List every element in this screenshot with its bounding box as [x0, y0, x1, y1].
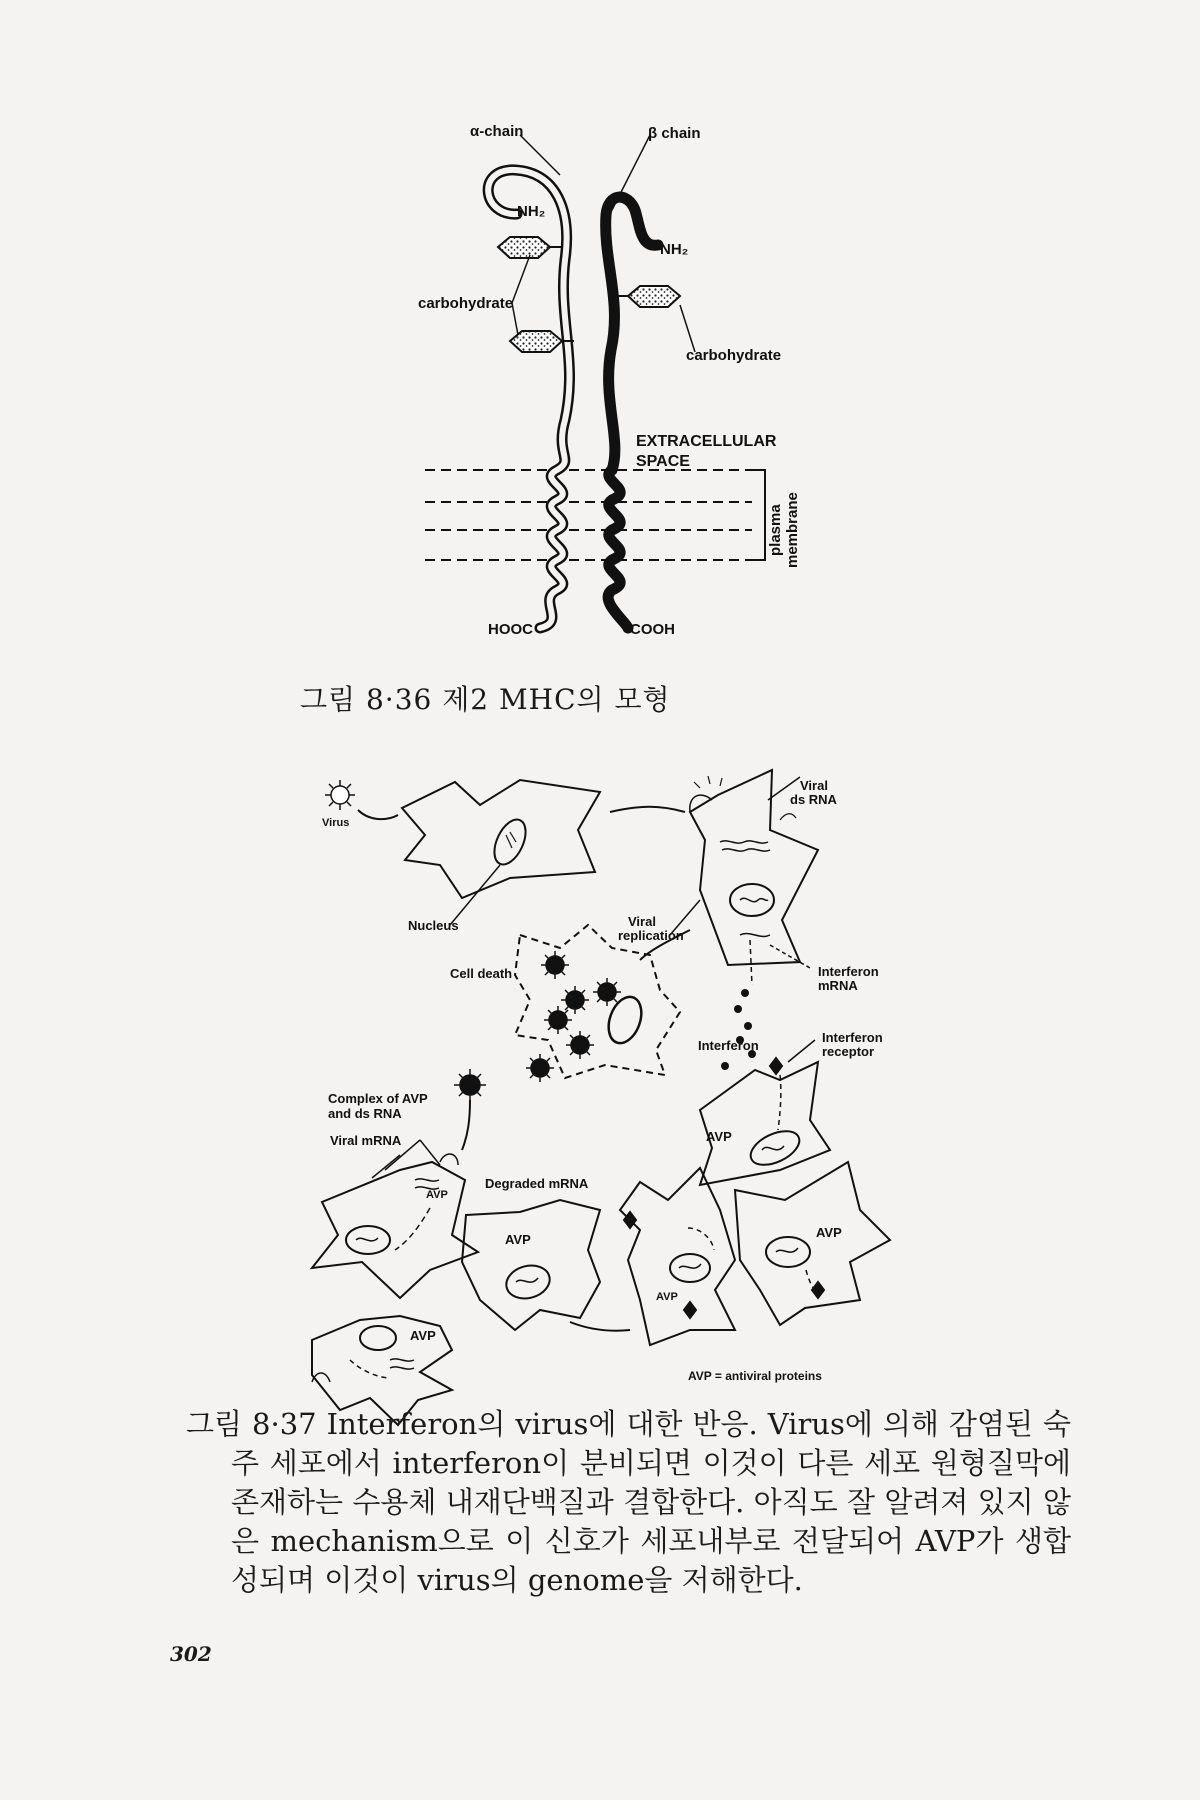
carbohydrate-left-label: carbohydrate	[418, 295, 514, 312]
cooh-label: COOH	[630, 621, 675, 638]
extracellular-label: EXTRACELLULAR	[636, 433, 777, 450]
viral-label: Viral	[800, 778, 828, 793]
complex-label-1: Complex of AVP	[328, 1091, 428, 1106]
beta-chain-label: β chain	[648, 125, 701, 142]
figure-8-37-caption: 그림 8·37 Interferon의 virus에 대한 반응. Virus에 의해 감염된 숙주 세포에서 interferon이 분비되면 이것이 다른 세포 원형질막에 존재하는 수용체 내재단백질과 결합한다. 아직도 잘 알려져 있지 않은 mechanism으로 이 신호가 세포내부로 전달되어 AVP가 생합성되며 이것이 virus의 genome을 저해한다.	[186, 1407, 1071, 1597]
virus-arrow-2	[462, 1100, 470, 1150]
beta-chain	[606, 197, 658, 628]
interferon-mrna-label-2: mRNA	[818, 978, 858, 993]
virus-particle	[325, 780, 355, 810]
cell-death-label: Cell death	[450, 966, 513, 981]
viral-mrna-label: Viral mRNA	[330, 1133, 402, 1148]
avp-label-e: AVP	[656, 1291, 678, 1303]
avp-cell-right-a	[620, 1168, 735, 1345]
viral-replication-label-2: replication	[618, 928, 684, 943]
virus-arrow-path	[358, 810, 398, 819]
avp-cell-right-b	[735, 1162, 890, 1325]
flow-arrow-1	[610, 807, 685, 812]
degraded-mrna-label: Degraded mRNA	[485, 1176, 589, 1191]
virus-particle-2	[454, 1069, 486, 1101]
nh2-alpha-label: NH₂	[517, 203, 546, 220]
plasma-membrane-lines	[425, 470, 752, 560]
interferon-molecules	[721, 989, 756, 1070]
carbohydrate-right-label: carbohydrate	[686, 347, 782, 364]
interferon-label: Interferon	[698, 1038, 759, 1053]
infected-cell-top	[402, 780, 600, 925]
avp-label-d: AVP	[706, 1129, 732, 1144]
interferon-receptor-label-1: Interferon	[822, 1030, 883, 1045]
complex-label-2: and ds RNA	[328, 1106, 402, 1121]
avp-label-a: AVP	[426, 1189, 448, 1201]
interferon-mrna-label-1: Interferon	[818, 964, 879, 979]
space-label: SPACE	[636, 453, 690, 470]
ds-rna-label: ds RNA	[790, 792, 837, 807]
figure-8-36-caption: 그림 8·36 제2 MHC의 모형	[300, 683, 671, 716]
page-number: 302	[170, 1642, 212, 1666]
avp-cell-left	[312, 1140, 478, 1298]
carbohydrate-alpha-1	[498, 237, 562, 258]
nucleus-top	[488, 815, 532, 869]
receptor-cell	[700, 1040, 830, 1185]
membrane-label: membrane	[784, 492, 801, 568]
interferon-receptor-label-2: receptor	[822, 1044, 875, 1059]
avp-label-f: AVP	[816, 1225, 842, 1240]
alpha-chain-label: α-chain	[470, 123, 524, 140]
plasma-label: plasma	[767, 504, 784, 556]
avp-cell-center	[462, 1200, 600, 1330]
viral-replication-label-1: Viral	[628, 914, 656, 929]
avp-label-b: AVP	[505, 1232, 531, 1247]
nh2-beta-label: NH₂	[660, 241, 689, 258]
hooc-label: HOOC	[488, 621, 533, 638]
nucleus-label: Nucleus	[408, 918, 459, 933]
mhc-figure	[425, 135, 765, 628]
membrane-bracket	[752, 470, 765, 560]
nucleus-avp-bottom	[360, 1326, 396, 1350]
flow-arrow-3	[570, 1322, 630, 1331]
avp-legend: AVP = antiviral proteins	[688, 1369, 822, 1383]
avp-label-c: AVP	[410, 1328, 436, 1343]
progeny-viruses	[526, 951, 621, 1082]
carbohydrate-beta	[616, 286, 680, 307]
virus-label: Virus	[322, 817, 350, 829]
